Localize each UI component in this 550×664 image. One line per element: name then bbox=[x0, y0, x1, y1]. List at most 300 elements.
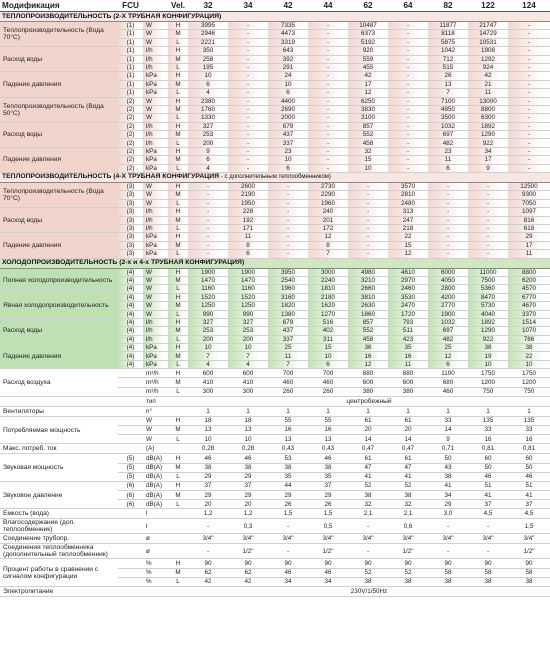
value-cell: 3/4" bbox=[308, 534, 348, 544]
value-cell: - bbox=[228, 131, 268, 139]
value-cell: 3/4" bbox=[468, 534, 508, 544]
unit-cell: W bbox=[143, 38, 168, 46]
value-cell: 20 bbox=[388, 425, 428, 434]
row-group-label: Процент работы в сравнении с сигналом конфигурации bbox=[0, 559, 118, 587]
value-cell: 2730 bbox=[308, 183, 348, 191]
value-cell: - bbox=[388, 139, 428, 147]
value-cell: 11 bbox=[468, 89, 508, 97]
value-cell: - bbox=[308, 156, 348, 164]
value-cell: 643 bbox=[268, 47, 308, 55]
value-cell: 10 bbox=[508, 360, 550, 368]
speed-cell: M bbox=[168, 425, 188, 434]
value-cell: - bbox=[268, 199, 308, 207]
table-row bbox=[0, 268, 550, 276]
value-cell: 437 bbox=[268, 131, 308, 139]
value-cell: - bbox=[268, 241, 308, 249]
table-row bbox=[0, 72, 550, 80]
unit-cell: kPa bbox=[143, 352, 168, 360]
row-group-label: Соединения теплообменника (дополнительный теплообменник) bbox=[0, 544, 118, 559]
value-cell: 90 bbox=[428, 559, 468, 568]
value-cell: 697 bbox=[428, 327, 468, 335]
ref-cell: (3) bbox=[118, 183, 143, 191]
value-cell: - bbox=[228, 164, 268, 172]
value-cell: 6 bbox=[228, 250, 268, 258]
table-row bbox=[0, 544, 550, 559]
ref-cell: (2) bbox=[118, 114, 143, 122]
ref-cell: (4) bbox=[118, 327, 143, 335]
value-cell: 19 bbox=[468, 352, 508, 360]
value-cell: 1 bbox=[268, 406, 308, 416]
ref-cell: (1) bbox=[118, 80, 143, 88]
row-group-label: Вентиляторы bbox=[0, 406, 118, 416]
speed-cell: L bbox=[168, 285, 188, 293]
ref-cell bbox=[118, 378, 143, 387]
value-cell: 1,2 bbox=[228, 509, 268, 519]
value-cell: 90 bbox=[228, 559, 268, 568]
value-cell: 61 bbox=[388, 454, 428, 463]
table-row bbox=[0, 122, 550, 130]
value-cell: 1290 bbox=[468, 327, 508, 335]
ref-cell bbox=[118, 444, 143, 454]
section-title bbox=[0, 258, 550, 268]
value-cell: 1892 bbox=[468, 122, 508, 130]
value-cell: 3/4" bbox=[268, 534, 308, 544]
value-cell: 34 bbox=[308, 577, 348, 586]
value-cell: 51 bbox=[468, 481, 508, 490]
value-cell: 35 bbox=[388, 344, 428, 352]
value-cell: 42 bbox=[188, 577, 228, 586]
value-cell: 922 bbox=[468, 139, 508, 147]
value-cell: 38 bbox=[468, 344, 508, 352]
value-cell: 4,5 bbox=[468, 509, 508, 519]
value-cell: 4,5 bbox=[508, 509, 550, 519]
value-cell: 18 bbox=[188, 416, 228, 425]
value-cell: 201 bbox=[308, 216, 348, 224]
value-cell: 1892 bbox=[468, 318, 508, 326]
speed-cell: L bbox=[168, 164, 188, 172]
value-cell: 16 bbox=[268, 425, 308, 434]
value-cell: 90 bbox=[308, 559, 348, 568]
ref-cell bbox=[118, 577, 143, 586]
speed-cell: M bbox=[168, 491, 188, 500]
row-group-label: Теплопроизводительность (Вода 50°С) bbox=[0, 97, 118, 122]
speed-cell: H bbox=[168, 183, 188, 191]
value-cell: 2290 bbox=[308, 191, 348, 199]
value-cell: 11 bbox=[388, 360, 428, 368]
value-cell: 90 bbox=[508, 559, 550, 568]
value-cell: 2946 bbox=[188, 30, 228, 38]
value-cell: 42 bbox=[348, 72, 388, 80]
value-cell: 3500 bbox=[428, 114, 468, 122]
value-cell: 4200 bbox=[428, 293, 468, 301]
unit-cell: W bbox=[143, 435, 168, 444]
value-cell: 46 bbox=[308, 568, 348, 577]
unit-cell: kPa bbox=[143, 360, 168, 368]
value-cell: 4050 bbox=[428, 276, 468, 284]
unit-cell: W bbox=[143, 310, 168, 318]
value-cell: 990 bbox=[188, 310, 228, 318]
value-cell: - bbox=[308, 97, 348, 105]
ref-cell: (3) bbox=[118, 224, 143, 232]
value-cell: 135 bbox=[508, 416, 550, 425]
speed-cell: L bbox=[168, 335, 188, 343]
value-cell: - bbox=[508, 72, 550, 80]
value-cell: 6200 bbox=[508, 276, 550, 284]
value-cell: 3160 bbox=[268, 293, 308, 301]
value-cell: - bbox=[188, 191, 228, 199]
value-cell: 5360 bbox=[468, 285, 508, 293]
value-cell: 6000 bbox=[428, 268, 468, 276]
speed-cell: H bbox=[168, 454, 188, 463]
value-cell: - bbox=[468, 224, 508, 232]
value-cell: 700 bbox=[268, 369, 308, 378]
value-cell: 200 bbox=[228, 335, 268, 343]
value-cell: 29 bbox=[508, 233, 550, 241]
value-cell: 41 bbox=[508, 491, 550, 500]
value-cell: 25 bbox=[428, 344, 468, 352]
speed-cell: H bbox=[168, 559, 188, 568]
value-cell: 3950 bbox=[268, 268, 308, 276]
value-cell: 38 bbox=[348, 577, 388, 586]
ref-cell: (2) bbox=[118, 164, 143, 172]
table-row bbox=[0, 147, 550, 155]
value-cell: 14 bbox=[388, 435, 428, 444]
value-cell: 1820 bbox=[268, 302, 308, 310]
value-cell: 1720 bbox=[388, 310, 428, 318]
value-cell: - bbox=[388, 80, 428, 88]
value-cell: 1330 bbox=[188, 114, 228, 122]
value-cell: 1520 bbox=[228, 293, 268, 301]
table-row bbox=[0, 183, 550, 191]
value-cell: 392 bbox=[268, 55, 308, 63]
value-cell: 53 bbox=[268, 454, 308, 463]
ref-cell: (4) bbox=[118, 276, 143, 284]
table-row bbox=[0, 369, 550, 378]
value-cell: - bbox=[228, 139, 268, 147]
value-cell: - bbox=[348, 233, 388, 241]
value-cell: - bbox=[508, 147, 550, 155]
value-cell: 90 bbox=[468, 559, 508, 568]
value-cell: 50 bbox=[508, 463, 550, 472]
value-cell: - bbox=[468, 544, 508, 559]
section-title-text: ХОЛОДОПРОИЗВОДИТЕЛЬНОСТЬ (2-х и 4-х ТРУБНАЯ КОНФИГУРАЦИЯ) bbox=[2, 259, 245, 267]
value-cell: 38 bbox=[188, 463, 228, 472]
row-group-label: Падение давления bbox=[0, 344, 118, 369]
value-cell: 2,1 bbox=[388, 509, 428, 519]
value-cell: - bbox=[268, 191, 308, 199]
unit-cell: l/h bbox=[143, 139, 168, 147]
value-cell: 2600 bbox=[228, 183, 268, 191]
value-cell: 17 bbox=[348, 80, 388, 88]
value-cell: 0,28 bbox=[228, 444, 268, 454]
unit-cell: l/h bbox=[143, 47, 168, 55]
value-cell: 922 bbox=[468, 335, 508, 343]
speed-cell: M bbox=[168, 568, 188, 577]
speed-cell: L bbox=[168, 89, 188, 97]
unit-cell: % bbox=[143, 577, 168, 586]
value-cell: 13 bbox=[268, 435, 308, 444]
ref-cell: (3) bbox=[118, 241, 143, 249]
value-cell: 17 bbox=[508, 241, 550, 249]
speed-cell: L bbox=[168, 63, 188, 71]
value-cell: 16 bbox=[388, 352, 428, 360]
value-cell: 410 bbox=[188, 378, 228, 387]
ref-cell bbox=[118, 509, 143, 519]
value-cell: 10 bbox=[228, 435, 268, 444]
value-cell: 2660 bbox=[348, 285, 388, 293]
value-cell: 8800 bbox=[468, 105, 508, 113]
value-cell: 52 bbox=[388, 481, 428, 490]
table-row bbox=[0, 444, 550, 454]
value-cell: - bbox=[508, 80, 550, 88]
value-cell: - bbox=[228, 80, 268, 88]
value-cell: 46 bbox=[468, 472, 508, 481]
value-cell: 3/4" bbox=[388, 534, 428, 544]
value-cell: 4850 bbox=[428, 105, 468, 113]
value-cell: - bbox=[508, 156, 550, 164]
value-cell: 61 bbox=[348, 416, 388, 425]
speed-cell: H bbox=[168, 147, 188, 155]
row-group-label: Расход воздуха bbox=[0, 369, 118, 397]
value-cell: 0,81 bbox=[468, 444, 508, 454]
row-group-label: Явная холодопроизводительность bbox=[0, 293, 118, 318]
value-cell: - bbox=[228, 147, 268, 155]
value-cell: 9 bbox=[468, 164, 508, 172]
value-cell: 8 bbox=[228, 241, 268, 249]
value-cell: 7 bbox=[188, 352, 228, 360]
value-cell: 13 bbox=[428, 80, 468, 88]
value-cell: 13 bbox=[188, 425, 228, 434]
speed-cell bbox=[168, 544, 188, 559]
value-cell: 1160 bbox=[188, 285, 228, 293]
value-cell: - bbox=[468, 241, 508, 249]
value-cell: - bbox=[228, 47, 268, 55]
row-group-label: Влагосодержание (доп. теплообменник) bbox=[0, 519, 118, 534]
value-cell: 300 bbox=[228, 387, 268, 396]
value-cell: 195 bbox=[188, 63, 228, 71]
value-cell: 38 bbox=[348, 491, 388, 500]
speed-cell: M bbox=[168, 191, 188, 199]
value-cell: 260 bbox=[268, 387, 308, 396]
value-cell: 0,43 bbox=[308, 444, 348, 454]
value-cell: 313 bbox=[388, 208, 428, 216]
size-header: 42 bbox=[268, 0, 308, 12]
ref-cell: (2) bbox=[118, 131, 143, 139]
speed-cell: H bbox=[168, 369, 188, 378]
value-cell: 793 bbox=[388, 318, 428, 326]
value-cell: 16 bbox=[308, 425, 348, 434]
value-cell: - bbox=[348, 191, 388, 199]
value-cell: 0,81 bbox=[508, 444, 550, 454]
speed-cell: M bbox=[168, 302, 188, 310]
table-row bbox=[0, 396, 550, 406]
value-cell: 33 bbox=[508, 425, 550, 434]
unit-cell: dB(A) bbox=[143, 463, 168, 472]
value-cell: - bbox=[188, 183, 228, 191]
ref-cell: (5) bbox=[118, 472, 143, 481]
speed-cell: M bbox=[168, 216, 188, 224]
value-cell: 4 bbox=[188, 360, 228, 368]
size-header: 124 bbox=[508, 0, 550, 12]
model-header: Модификация bbox=[0, 0, 118, 12]
value-cell: - bbox=[308, 114, 348, 122]
unit-cell: m³/h bbox=[143, 387, 168, 396]
value-cell: 4040 bbox=[468, 310, 508, 318]
value-cell: 0,47 bbox=[348, 444, 388, 454]
value-cell: - bbox=[188, 519, 228, 534]
value-cell: 4 bbox=[188, 89, 228, 97]
unit-cell: dB(A) bbox=[143, 500, 168, 509]
value-cell: - bbox=[308, 139, 348, 147]
value-cell: 4 bbox=[188, 164, 228, 172]
value-cell: 52 bbox=[388, 568, 428, 577]
ref-cell: (4) bbox=[118, 310, 143, 318]
value-cell: 38 bbox=[388, 491, 428, 500]
value-cell: 750 bbox=[468, 387, 508, 396]
value-cell: 515 bbox=[428, 63, 468, 71]
ref-cell: (3) bbox=[118, 191, 143, 199]
value-cell: 34 bbox=[468, 147, 508, 155]
ref-cell: (4) bbox=[118, 344, 143, 352]
spec-body bbox=[0, 12, 550, 597]
value-cell: 516 bbox=[308, 318, 348, 326]
value-cell: 7 bbox=[268, 360, 308, 368]
value-cell: 10 bbox=[468, 360, 508, 368]
value-cell: 17 bbox=[468, 156, 508, 164]
ref-cell: (4) bbox=[118, 302, 143, 310]
section-title-text: ТЕПЛОПРОИЗВОДИТЕЛЬНОСТЬ (4-Х ТРУБНАЯ КОНФИГУРАЦИЯ bbox=[2, 173, 219, 181]
value-cell: 44 bbox=[268, 481, 308, 490]
value-cell: 6 bbox=[268, 164, 308, 172]
value-cell: 36 bbox=[348, 344, 388, 352]
ref-cell: (1) bbox=[118, 55, 143, 63]
value-cell: 37 bbox=[508, 500, 550, 509]
row-group-label: Расход воды bbox=[0, 208, 118, 233]
value-cell: 20 bbox=[348, 425, 388, 434]
value-cell: 311 bbox=[308, 335, 348, 343]
value-cell: 1620 bbox=[308, 302, 348, 310]
value-cell: 32 bbox=[348, 147, 388, 155]
value-cell: - bbox=[388, 105, 428, 113]
value-cell: 26 bbox=[268, 500, 308, 509]
value-cell: 1960 bbox=[268, 285, 308, 293]
value-cell: 857 bbox=[348, 318, 388, 326]
value-cell: 11877 bbox=[428, 22, 468, 30]
value-cell: 482 bbox=[428, 335, 468, 343]
unit-cell: m³/h bbox=[143, 369, 168, 378]
table-row bbox=[0, 318, 550, 326]
value-cell: 6770 bbox=[508, 293, 550, 301]
table-row bbox=[0, 559, 550, 568]
speed-cell: H bbox=[168, 293, 188, 301]
value-cell: 600 bbox=[348, 378, 388, 387]
ref-cell bbox=[118, 568, 143, 577]
value-cell: - bbox=[388, 72, 428, 80]
value-cell: 6 bbox=[428, 360, 468, 368]
value-cell: 380 bbox=[348, 387, 388, 396]
speed-cell: M bbox=[168, 80, 188, 88]
ref-cell bbox=[118, 406, 143, 416]
value-cell: 1900 bbox=[428, 310, 468, 318]
value-cell: 0,5 bbox=[308, 519, 348, 534]
speed-cell: L bbox=[168, 435, 188, 444]
value-cell: 9 bbox=[428, 435, 468, 444]
unit-cell: W bbox=[143, 105, 168, 113]
value-cell: 3570 bbox=[388, 183, 428, 191]
value-cell: - bbox=[268, 519, 308, 534]
value-cell: 9 bbox=[188, 147, 228, 155]
table-row bbox=[0, 208, 550, 216]
size-header: 64 bbox=[388, 0, 428, 12]
value-cell: 1/2" bbox=[508, 544, 550, 559]
unit-cell: kPa bbox=[143, 233, 168, 241]
ref-cell: (4) bbox=[118, 335, 143, 343]
value-cell: 6 bbox=[188, 80, 228, 88]
value-cell: 7 bbox=[428, 89, 468, 97]
ref-cell: (1) bbox=[118, 38, 143, 46]
value-cell: 14729 bbox=[468, 30, 508, 38]
value-cell: 13 bbox=[228, 425, 268, 434]
value-cell: 2240 bbox=[308, 276, 348, 284]
unit-cell: kPa bbox=[143, 344, 168, 352]
speed-cell: M bbox=[168, 352, 188, 360]
value-cell: 12 bbox=[428, 352, 468, 360]
ref-cell: (4) bbox=[118, 318, 143, 326]
size-header: 122 bbox=[468, 0, 508, 12]
value-cell: 29 bbox=[228, 472, 268, 481]
row-group-label: Потребляемая мощность bbox=[0, 416, 118, 444]
unit-cell: l/h bbox=[143, 318, 168, 326]
value-cell: - bbox=[428, 208, 468, 216]
value-cell: - bbox=[388, 164, 428, 172]
value-cell: - bbox=[468, 216, 508, 224]
value-cell: - bbox=[188, 199, 228, 207]
row-group-label: Емкость (вода) bbox=[0, 509, 118, 519]
value-cell: 1900 bbox=[228, 268, 268, 276]
table-row bbox=[0, 233, 550, 241]
value-cell: 3100 bbox=[348, 114, 388, 122]
value-cell: 458 bbox=[348, 335, 388, 343]
value-cell: 21 bbox=[468, 80, 508, 88]
value-cell: 10 bbox=[188, 435, 228, 444]
speed-cell bbox=[168, 519, 188, 534]
value-cell: - bbox=[188, 544, 228, 559]
value-cell: 37 bbox=[188, 481, 228, 490]
value-cell: 38 bbox=[388, 577, 428, 586]
value-cell: 24 bbox=[268, 72, 308, 80]
value-cell: - bbox=[228, 97, 268, 105]
table-row bbox=[0, 97, 550, 105]
footer-row bbox=[0, 587, 550, 597]
unit-cell: l bbox=[143, 519, 168, 534]
ref-cell bbox=[118, 425, 143, 434]
ref-cell: (1) bbox=[118, 89, 143, 97]
value-cell: 46 bbox=[268, 568, 308, 577]
value-cell: 460 bbox=[268, 378, 308, 387]
value-cell: 712 bbox=[428, 55, 468, 63]
unit-cell: dB(A) bbox=[143, 472, 168, 481]
value-cell: 559 bbox=[348, 55, 388, 63]
value-cell: 8 bbox=[308, 241, 348, 249]
unit-cell: W bbox=[143, 22, 168, 30]
unit-cell: W bbox=[143, 276, 168, 284]
value-cell: 46 bbox=[228, 454, 268, 463]
value-cell: - bbox=[508, 47, 550, 55]
value-cell: 291 bbox=[268, 63, 308, 71]
value-cell: 90 bbox=[348, 559, 388, 568]
value-cell: 1160 bbox=[228, 285, 268, 293]
speed-cell: L bbox=[168, 38, 188, 46]
